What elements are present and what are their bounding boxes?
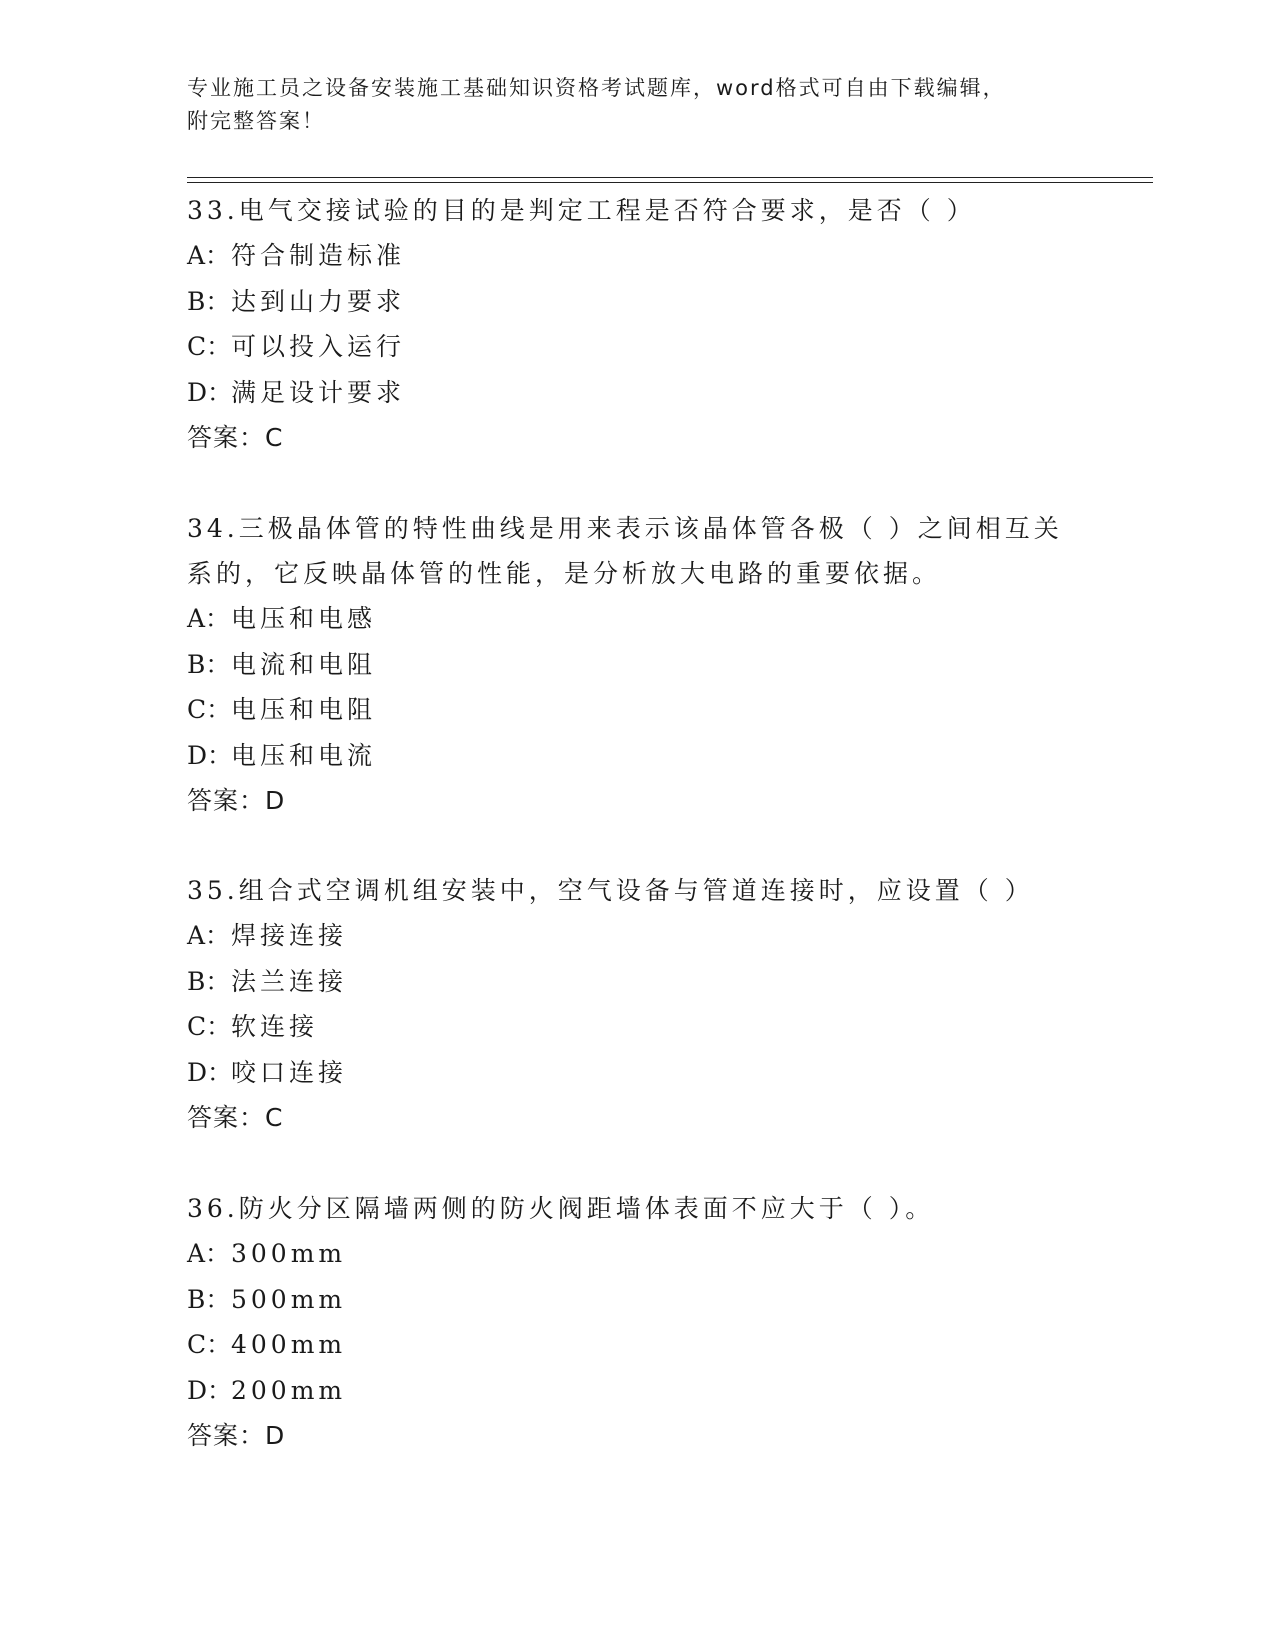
option-key: B： — [187, 649, 231, 679]
option-c — [187, 324, 1067, 370]
option-text: 法兰连接 — [231, 966, 348, 996]
question-33 — [187, 188, 1067, 460]
option-key: C： — [187, 1012, 232, 1041]
option-text: 可以投入运行 — [231, 332, 406, 361]
option-c — [187, 687, 1067, 733]
option-text: 满足设计要求 — [231, 377, 406, 407]
header-line-2: 附完整答案！ — [187, 109, 325, 133]
option-key: A： — [187, 921, 231, 950]
option-a — [187, 1231, 1067, 1277]
option-text: 咬口连接 — [231, 1057, 348, 1087]
answer-line: 答案：D — [187, 786, 286, 815]
option-key: A： — [187, 1239, 231, 1268]
option-b — [187, 1277, 1067, 1323]
option-key: B： — [187, 1284, 231, 1314]
option-key: D： — [187, 740, 233, 770]
option-text: 电压和电流 — [231, 740, 377, 770]
option-text: 电流和电阻 — [231, 649, 377, 679]
option-key: A： — [187, 604, 231, 633]
document-header — [187, 72, 1067, 138]
header-line-1: 专业施工员之设备安装施工基础知识资格考试题库，word格式可自由下载编辑， — [187, 76, 1006, 100]
option-key: D： — [187, 1375, 233, 1405]
option-b — [187, 642, 1067, 688]
option-text: 软连接 — [231, 1012, 319, 1041]
option-d — [187, 370, 1067, 416]
question-stem: 35.组合式空调机组安装中，空气设备与管道连接时，应设置（ ） — [187, 876, 1034, 905]
option-a — [187, 913, 1067, 959]
option-d — [187, 1368, 1067, 1414]
option-key: D： — [187, 377, 233, 407]
option-text: 300mm — [231, 1239, 347, 1268]
option-d — [187, 1050, 1067, 1096]
option-key: A： — [187, 241, 231, 270]
option-key: C： — [187, 695, 232, 724]
answer-line: 答案：C — [187, 423, 284, 452]
option-text: 焊接连接 — [231, 921, 348, 950]
option-key: B： — [187, 286, 231, 316]
option-text: 电压和电感 — [231, 604, 377, 633]
question-36 — [187, 1186, 1067, 1458]
option-key: B： — [187, 966, 231, 996]
option-a — [187, 596, 1067, 642]
question-stem: 34.三极晶体管的特性曲线是用来表示该晶体管各极（ ）之间相互关系的，它反映晶体管的性能，是分析放大电路的重要依据。 — [187, 514, 1063, 588]
option-key: C： — [187, 1330, 232, 1359]
answer-line: 答案：C — [187, 1103, 284, 1132]
option-key: D： — [187, 1057, 233, 1087]
header-divider-top — [187, 177, 1153, 178]
option-c — [187, 1322, 1067, 1368]
option-text: 电压和电阻 — [231, 695, 377, 724]
option-c — [187, 1004, 1067, 1050]
answer-line: 答案：D — [187, 1421, 286, 1450]
option-key: C： — [187, 332, 232, 361]
option-a — [187, 233, 1067, 279]
option-text: 200mm — [231, 1375, 347, 1405]
question-35 — [187, 868, 1067, 1140]
option-text: 符合制造标准 — [231, 241, 406, 270]
option-b — [187, 279, 1067, 325]
question-34 — [187, 506, 1067, 823]
question-stem: 33.电气交接试验的目的是判定工程是否符合要求，是否（ ） — [187, 196, 976, 225]
option-d — [187, 733, 1067, 779]
option-b — [187, 959, 1067, 1005]
header-divider-bottom — [187, 182, 1153, 183]
option-text: 500mm — [231, 1284, 347, 1314]
option-text: 400mm — [231, 1330, 347, 1359]
question-stem: 36.防火分区隔墙两侧的防火阀距墙体表面不应大于（ ）。 — [187, 1194, 935, 1223]
option-text: 达到山力要求 — [231, 286, 406, 316]
